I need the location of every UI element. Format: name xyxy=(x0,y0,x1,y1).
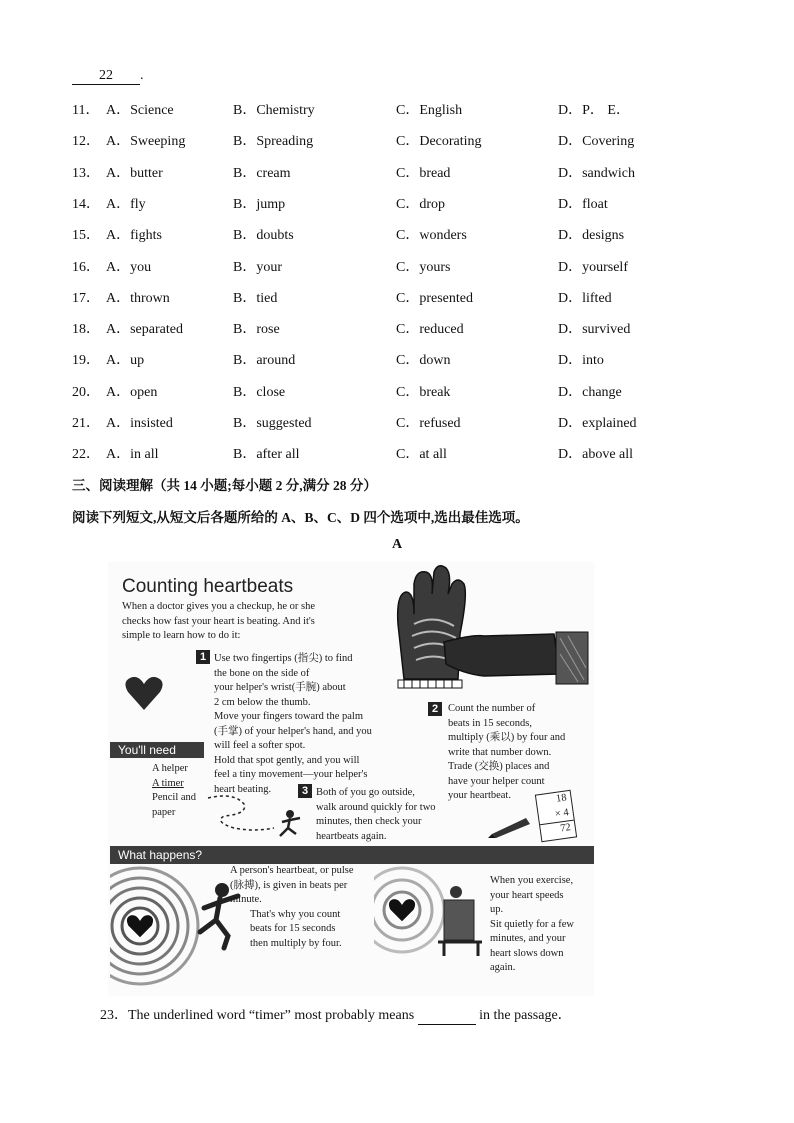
answer-blank[interactable] xyxy=(418,1008,476,1025)
step-2-text xyxy=(448,702,565,804)
blank-number: 22 xyxy=(99,68,113,83)
what-happens-left xyxy=(230,864,353,951)
option-a[interactable]: A．you xyxy=(106,259,152,275)
question-number: 15． xyxy=(72,228,100,244)
walking-path-illustration xyxy=(204,792,314,840)
question-text-end: in the passage． xyxy=(479,1008,572,1023)
question-text: The underlined word “timer” most probably means xyxy=(128,1008,415,1023)
option-b[interactable]: B．jump xyxy=(233,196,286,212)
heart-icon xyxy=(122,674,166,714)
intro-line: simple to learn how to do it: xyxy=(122,630,241,641)
option-b[interactable]: B．rose xyxy=(233,322,280,338)
question-row xyxy=(72,318,752,338)
step-line: Trade (交换) places and xyxy=(448,761,550,772)
what-happens-right xyxy=(490,874,574,976)
option-d[interactable]: D．sandwich xyxy=(558,165,635,181)
option-d[interactable]: D．survived xyxy=(558,322,631,338)
what-line: up. xyxy=(490,904,504,915)
step-line: heartbeats again. xyxy=(316,830,387,842)
option-c[interactable]: C．Decorating xyxy=(396,134,482,150)
step-line: write that number down. xyxy=(448,746,552,758)
option-c[interactable]: C．at all xyxy=(396,447,447,463)
option-b[interactable]: B．your xyxy=(233,259,282,275)
option-d[interactable]: D．yourself xyxy=(558,259,628,275)
question-row xyxy=(72,193,752,213)
question-row xyxy=(72,381,752,401)
option-b[interactable]: B．around xyxy=(233,353,296,369)
option-d[interactable]: D．above all xyxy=(558,447,634,463)
step-line: will feel a softer spot. xyxy=(214,740,306,751)
question-row xyxy=(72,162,752,182)
question-number: 23． xyxy=(100,1008,128,1023)
question-row xyxy=(72,349,752,369)
option-a[interactable]: A．open xyxy=(106,384,158,400)
option-b[interactable]: B．Spreading xyxy=(233,134,314,150)
option-c[interactable]: C．refused xyxy=(396,416,461,431)
step-line: your heartbeat. xyxy=(448,790,511,801)
what-happens-header xyxy=(110,846,594,864)
need-item: paper xyxy=(152,806,176,818)
pencil-icon xyxy=(488,814,534,838)
calculation-note xyxy=(535,790,577,843)
option-b[interactable]: B．suggested xyxy=(233,416,312,431)
what-happens-label: What happens? xyxy=(118,848,203,862)
step-line: heart beating. xyxy=(214,783,272,795)
step-line: Hold that spot gently, and you will xyxy=(214,754,360,766)
question-row xyxy=(72,443,752,463)
option-d[interactable]: D．Covering xyxy=(558,134,635,150)
need-item-timer: A timer xyxy=(152,777,184,789)
step-line: beats in 15 seconds, xyxy=(448,717,532,729)
section-title: 三、阅读理解（共 14 小题;每小题 2 分,满分 28 分） xyxy=(72,478,377,493)
what-line: your heart speeds xyxy=(490,889,564,901)
you-need-label: You'll need xyxy=(118,743,176,757)
figure-title: Counting heartbeats xyxy=(122,576,294,597)
question-number: 22． xyxy=(72,447,100,463)
step-line: your helper's wrist(手腕) about xyxy=(214,682,346,693)
option-b[interactable]: B．after all xyxy=(233,447,300,463)
question-number: 21． xyxy=(72,416,100,431)
option-c[interactable]: C．reduced xyxy=(396,322,464,338)
option-a[interactable]: A．thrown xyxy=(106,290,170,306)
question-number: 13． xyxy=(72,165,100,181)
option-a[interactable]: A．Sweeping xyxy=(106,134,186,150)
step-1-text xyxy=(214,652,372,797)
question-row xyxy=(72,412,752,432)
option-a[interactable]: A．fights xyxy=(106,228,162,244)
intro-line: checks how fast your heart is beating. And it's xyxy=(122,615,315,627)
step-line: walk around quickly for two xyxy=(316,801,436,813)
option-d[interactable]: D．designs xyxy=(558,228,625,244)
heartbeat-figure xyxy=(108,562,594,996)
question-number: 16． xyxy=(72,259,100,275)
option-d[interactable]: D．into xyxy=(558,353,604,369)
answer-blank xyxy=(72,68,140,85)
calc-line: 72 xyxy=(559,822,572,835)
question-number: 18． xyxy=(72,322,100,338)
option-c[interactable]: C．bread xyxy=(396,165,451,181)
question-number: 20． xyxy=(72,384,100,400)
calc-line: × 4 xyxy=(538,805,574,825)
option-d[interactable]: D．float xyxy=(558,196,608,212)
intro-line: When a doctor gives you a checkup, he or she xyxy=(122,601,316,612)
what-line: minute. xyxy=(230,894,262,905)
question-row xyxy=(72,256,752,276)
question-row xyxy=(72,99,752,119)
what-line: When you exercise, xyxy=(490,875,574,886)
step-3-text xyxy=(316,786,436,844)
hand-illustration xyxy=(384,564,594,694)
question-row xyxy=(72,224,752,244)
step-line: Count the number of xyxy=(448,703,536,714)
option-a[interactable]: A．up xyxy=(106,353,145,369)
option-c[interactable]: C．yours xyxy=(396,259,451,275)
option-a[interactable]: A．fly xyxy=(106,196,146,212)
step-1-badge: 1 xyxy=(196,650,210,664)
question-number: 17． xyxy=(72,290,100,306)
option-d[interactable]: D．explained xyxy=(558,416,637,431)
need-item: Pencil and xyxy=(152,792,197,803)
option-c[interactable]: C．drop xyxy=(396,196,445,212)
what-line: Sit quietly for a few xyxy=(490,918,574,930)
step-line: feel a tiny movement—your helper's xyxy=(214,769,368,780)
you-need-list xyxy=(152,762,196,820)
what-line: A person's heartbeat, or pulse xyxy=(230,865,354,876)
option-b[interactable]: B．close xyxy=(233,384,286,400)
option-d[interactable]: D．change xyxy=(558,384,622,400)
blank-suffix: . xyxy=(140,68,144,83)
you-need-header xyxy=(110,742,204,758)
step-line: Move your fingers toward the palm xyxy=(214,711,364,722)
what-line: (脉搏), is given in beats per xyxy=(230,879,348,891)
step-line: multiply (乘以) by four and xyxy=(448,732,566,743)
calc-line: 18 xyxy=(555,792,568,805)
question-row xyxy=(72,130,752,150)
option-b[interactable]: B．cream xyxy=(233,165,291,181)
instructions: 阅读下列短文,从短文后各题所给的 A、B、C、D 四个选项中,选出最佳选项。 xyxy=(72,510,529,525)
option-b[interactable]: B．doubts xyxy=(233,228,294,244)
figure-intro xyxy=(122,600,315,644)
step-line: have your helper count xyxy=(448,775,545,787)
question-number: 14． xyxy=(72,196,100,212)
option-a[interactable]: A．in all xyxy=(106,447,159,463)
option-a[interactable]: A．Science xyxy=(106,103,174,118)
step-line: the bone on the side of xyxy=(214,667,310,679)
option-b[interactable]: B．tied xyxy=(233,290,278,306)
option-a[interactable]: A．separated xyxy=(106,322,183,338)
option-c[interactable]: C．wonders xyxy=(396,228,467,244)
option-c[interactable]: C．English xyxy=(396,103,463,118)
question-number: 19． xyxy=(72,353,100,369)
what-line: again. xyxy=(490,962,516,973)
option-a[interactable]: A．insisted xyxy=(106,416,173,431)
question-row xyxy=(72,287,752,307)
option-c[interactable]: C．presented xyxy=(396,290,473,306)
step-line: (手掌) of your helper's hand, and you xyxy=(214,725,372,737)
what-line: minutes, and your xyxy=(490,933,566,944)
what-line: heart slows down xyxy=(490,947,564,959)
option-b[interactable]: B．Chemistry xyxy=(233,103,315,118)
passage-label: A xyxy=(392,537,403,552)
step-line: 2 cm below the thumb. xyxy=(214,696,311,708)
what-line: beats for 15 seconds xyxy=(250,923,336,934)
option-d[interactable]: D．P． E． xyxy=(558,103,630,118)
option-c[interactable]: C．down xyxy=(396,353,451,369)
option-a[interactable]: A．butter xyxy=(106,165,163,181)
question-number: 11． xyxy=(72,103,100,118)
option-c[interactable]: C．break xyxy=(396,384,451,400)
what-line: then multiply by four. xyxy=(250,937,342,949)
step-3-badge: 3 xyxy=(298,784,312,798)
relaxing-illustration xyxy=(374,866,486,962)
top-blank-line xyxy=(72,68,144,85)
step-line: Use two fingertips (指尖) to find xyxy=(214,653,353,664)
step-line: minutes, then check your xyxy=(316,816,422,827)
step-line: Both of you go outside, xyxy=(316,787,415,798)
option-d[interactable]: D．lifted xyxy=(558,290,612,306)
need-item: A helper xyxy=(152,763,188,774)
step-2-badge: 2 xyxy=(428,702,442,716)
question-23 xyxy=(100,1004,572,1025)
question-number: 12． xyxy=(72,134,100,150)
what-line: That's why you count xyxy=(250,908,341,920)
